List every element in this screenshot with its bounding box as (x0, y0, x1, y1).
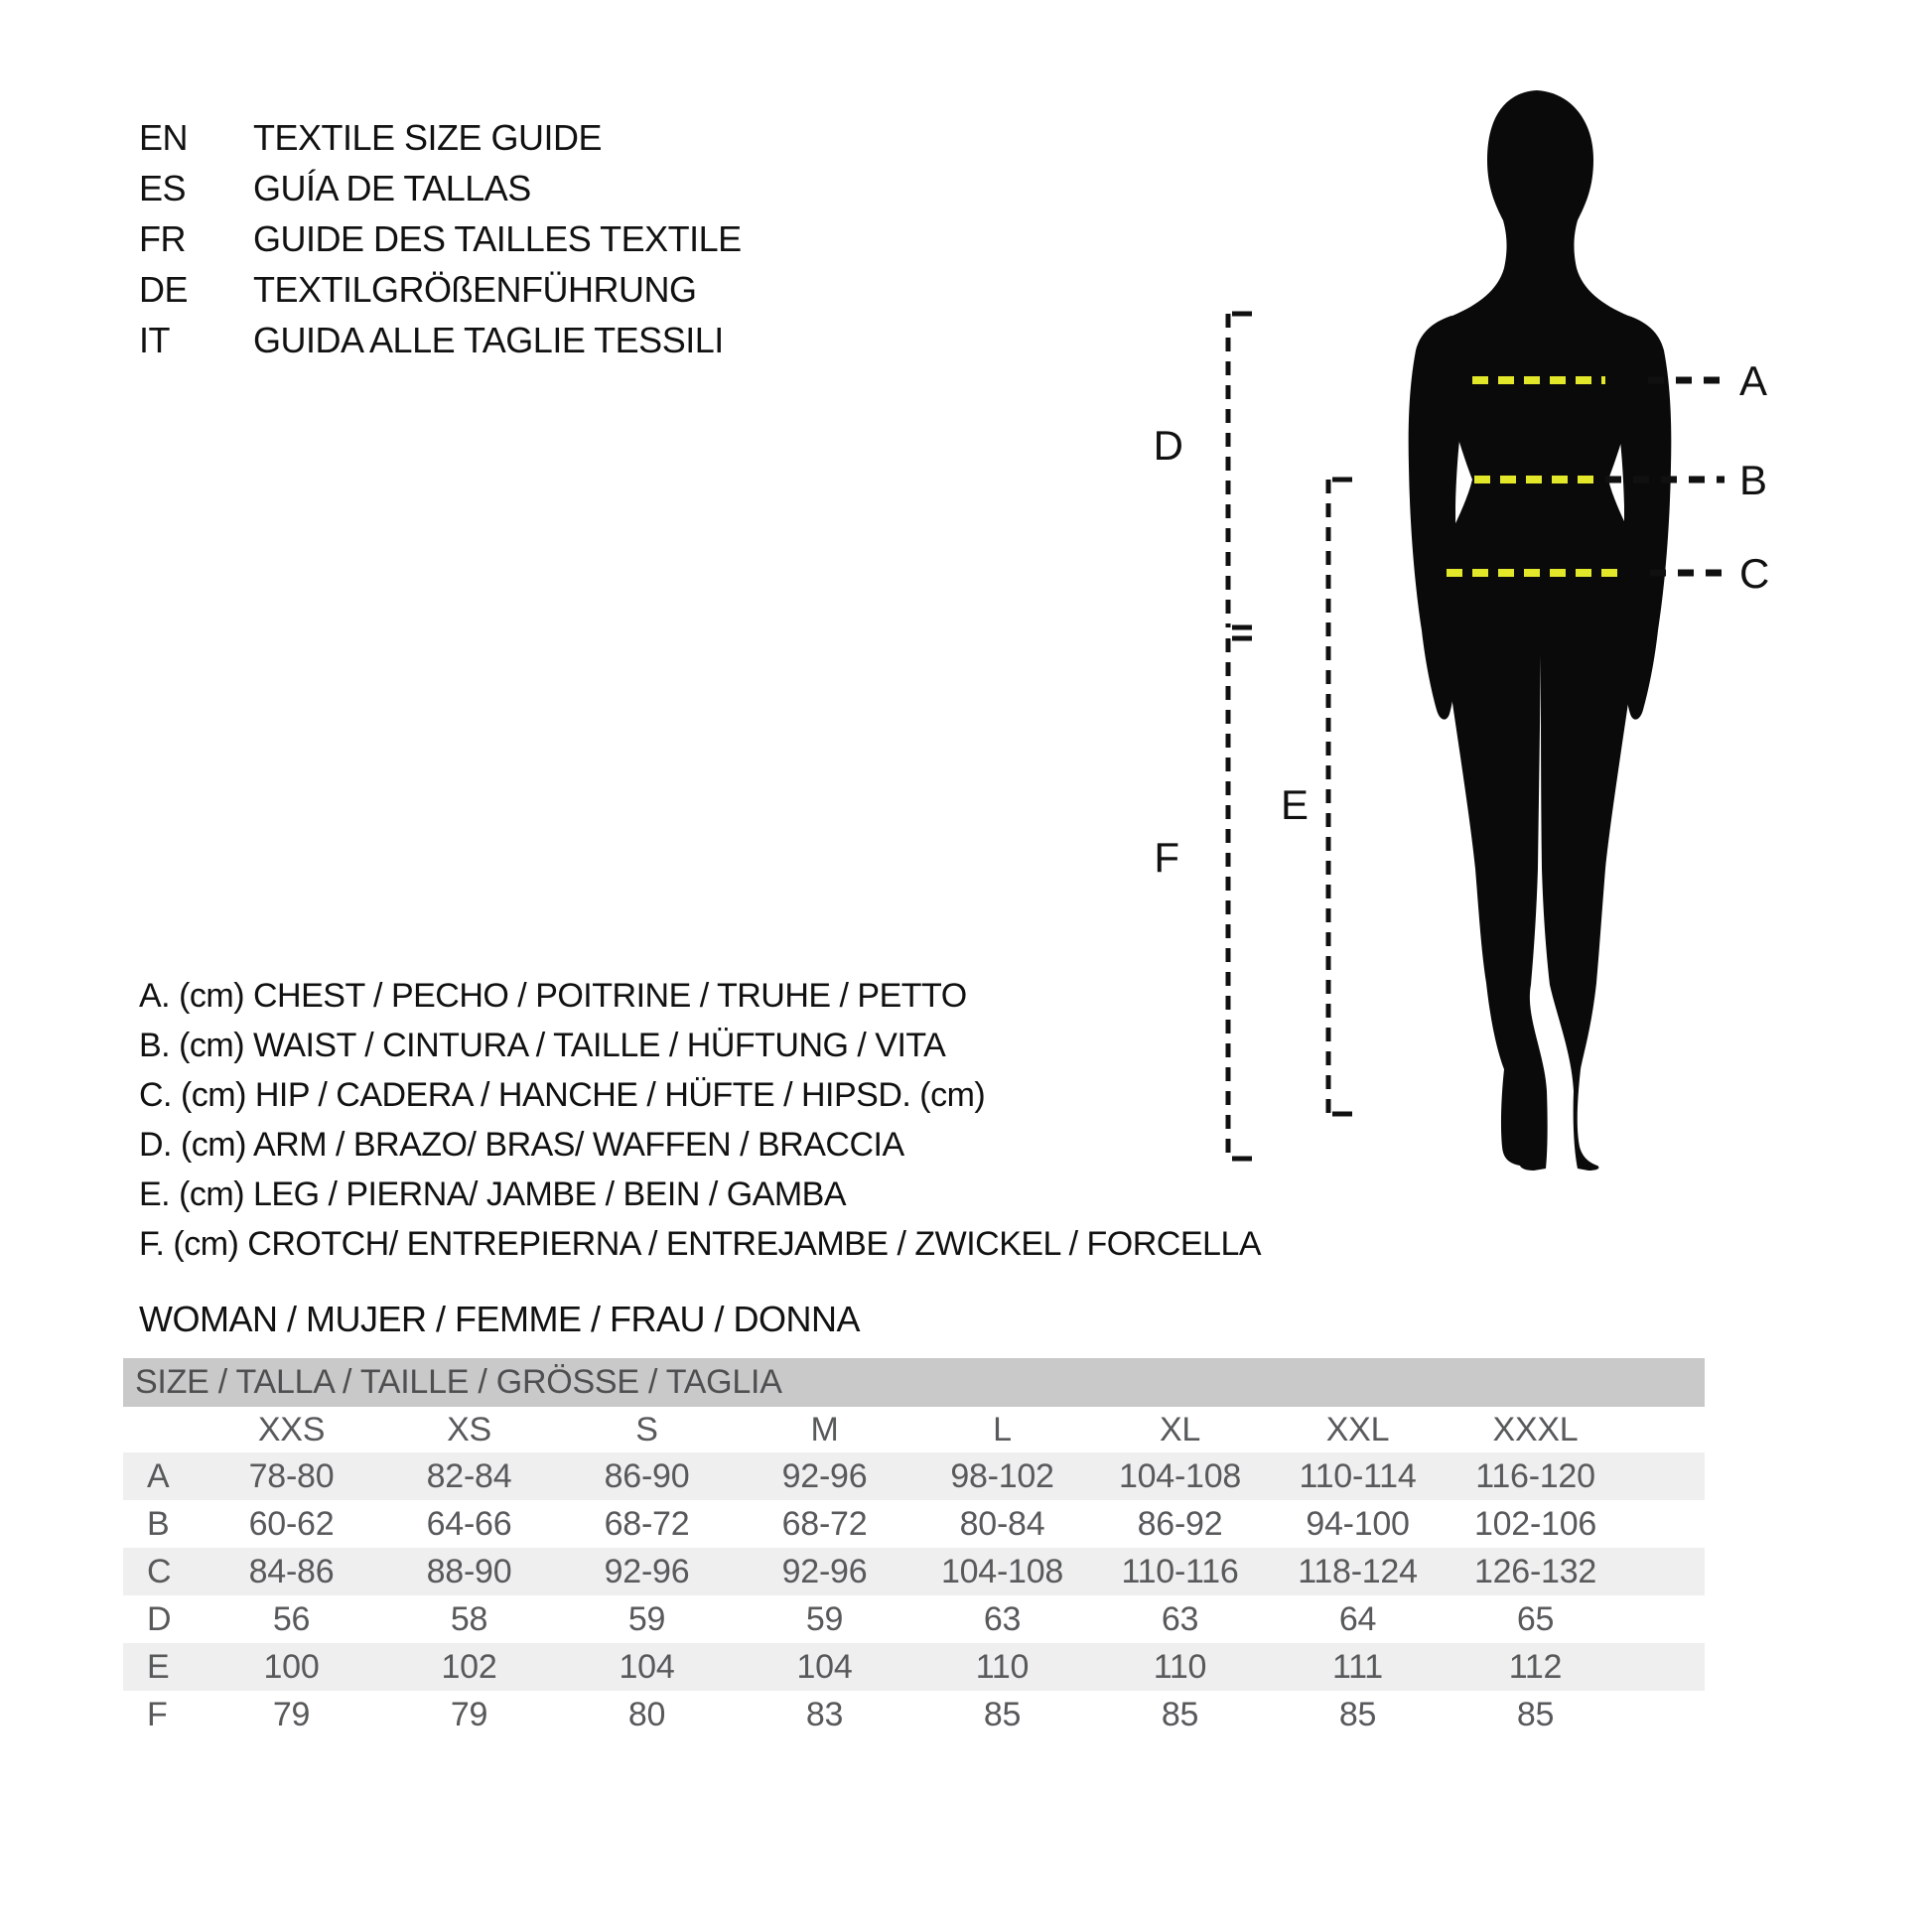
measurement-cell: 64 (1338, 1599, 1377, 1638)
measurement-cell: 59 (805, 1599, 844, 1638)
size-column-header: S (635, 1410, 658, 1448)
measurement-cell: 104 (619, 1647, 675, 1686)
measurement-cell: 68-72 (604, 1504, 690, 1543)
size-table-header: SIZE / TALLA / TAILLE / GRÖSSE / TAGLIA (123, 1358, 1705, 1407)
measurement-cell: 86-90 (604, 1456, 690, 1495)
measurement-cell: 65 (1516, 1599, 1555, 1638)
label-hip-c: C (1739, 550, 1770, 597)
measurement-cell: 84-86 (248, 1552, 335, 1590)
measurement-cell: 94-100 (1306, 1504, 1410, 1543)
measurement-cell: 102-106 (1473, 1504, 1597, 1543)
title-line-it (139, 320, 742, 370)
measurement-cell: 100 (263, 1647, 320, 1686)
legend-item-leg: E. (cm) LEG / PIERNA/ JAMBE / BEIN / GAMBA (139, 1175, 847, 1213)
measurement-cell: 85 (1516, 1695, 1555, 1733)
measurement-cell: 126-132 (1473, 1552, 1597, 1590)
measurement-cell: 79 (272, 1695, 311, 1733)
row-label: A (147, 1456, 170, 1495)
measurement-cell: 104-108 (940, 1552, 1064, 1590)
label-leg-e: E (1280, 781, 1309, 828)
guide-title: TEXTILE SIZE GUIDE (253, 117, 603, 158)
measurement-cell: 110 (1153, 1647, 1207, 1686)
measurement-cell: 68-72 (781, 1504, 868, 1543)
measurement-cell: 88-90 (426, 1552, 512, 1590)
measurement-cell: 92-96 (604, 1552, 690, 1590)
language-code: EN (139, 117, 189, 158)
measurement-cell: 80 (627, 1695, 666, 1733)
label-waist-b: B (1739, 457, 1768, 503)
table-row (123, 1643, 1705, 1691)
title-line-de (139, 269, 742, 320)
title-line-fr (139, 218, 742, 269)
title-line-en (139, 117, 742, 168)
guide-title: GUIDA ALLE TAGLIE TESSILI (253, 320, 724, 360)
measurement-cell: 78-80 (248, 1456, 335, 1495)
guide-title: TEXTILGRÖßENFÜHRUNG (253, 269, 697, 310)
row-label: B (147, 1504, 170, 1543)
measurement-cell: 111 (1332, 1647, 1383, 1686)
legend-item-waist: B. (cm) WAIST / CINTURA / TAILLE / HÜFTUNG / VITA (139, 1027, 946, 1064)
legend-item-hip: C. (cm) HIP / CADERA / HANCHE / HÜFTE / HIPSD. (cm) (139, 1076, 986, 1114)
measurement-cell: 63 (983, 1599, 1022, 1638)
label-crotch-f: F (1154, 834, 1179, 881)
measurement-cell: 86-92 (1137, 1504, 1223, 1543)
measurement-cell: 80-84 (959, 1504, 1045, 1543)
measurement-cell: 79 (450, 1695, 488, 1733)
legend-item-crotch: F. (cm) CROTCH/ ENTREPIERNA / ENTREJAMBE / ZWICKEL / FORCELLA (139, 1225, 1262, 1263)
size-column-header: XXL (1325, 1410, 1390, 1448)
measurement-cell: 82-84 (426, 1456, 512, 1495)
guide-title: GUIDE DES TAILLES TEXTILE (253, 218, 742, 259)
table-row (123, 1595, 1705, 1643)
legend-item-chest: A. (cm) CHEST / PECHO / POITRINE / TRUHE / PETTO (139, 977, 967, 1015)
measurement-cell: 110-114 (1299, 1456, 1417, 1495)
measurement-cell: 85 (1338, 1695, 1377, 1733)
measurement-cell: 64-66 (426, 1504, 512, 1543)
measurement-cell: 85 (1161, 1695, 1199, 1733)
measurement-cell: 116-120 (1475, 1456, 1595, 1495)
language-title-block (139, 117, 742, 370)
measurement-cell: 92-96 (781, 1456, 868, 1495)
measurement-legend (139, 977, 1261, 1275)
row-label: E (147, 1647, 170, 1686)
measurement-cell: 98-102 (950, 1456, 1054, 1495)
gender-heading: WOMAN / MUJER / FEMME / FRAU / DONNA (139, 1299, 860, 1339)
size-column-header: L (993, 1410, 1012, 1448)
label-chest-a: A (1739, 357, 1768, 404)
measurement-cell: 56 (272, 1599, 311, 1638)
table-row (123, 1452, 1705, 1500)
measurement-cell: 59 (627, 1599, 666, 1638)
measurement-cell: 110-116 (1121, 1552, 1239, 1590)
table-row (123, 1691, 1705, 1738)
guide-title: GUÍA DE TALLAS (253, 168, 531, 208)
size-column-header: XXS (257, 1410, 326, 1448)
measurement-cell: 83 (805, 1695, 844, 1733)
measurement-cell: 104 (796, 1647, 853, 1686)
size-table-body (123, 1452, 1705, 1738)
measurement-cell: 85 (983, 1695, 1022, 1733)
size-column-header: XL (1159, 1410, 1201, 1448)
label-arm-d: D (1153, 422, 1183, 469)
title-line-es (139, 168, 742, 218)
row-label: F (147, 1695, 168, 1733)
measurement-cell: 118-124 (1298, 1552, 1418, 1590)
language-code: ES (139, 168, 187, 208)
measurement-cell: 58 (450, 1599, 488, 1638)
size-column-header: XS (447, 1410, 491, 1448)
size-table (123, 1358, 1705, 1738)
language-code: FR (139, 218, 186, 259)
measurement-cell: 60-62 (248, 1504, 335, 1543)
measurement-cell: 104-108 (1118, 1456, 1242, 1495)
language-code: DE (139, 269, 189, 310)
table-row (123, 1548, 1705, 1595)
size-columns-row (123, 1407, 1705, 1452)
size-column-header: XXXL (1492, 1410, 1579, 1448)
row-label: C (147, 1552, 172, 1590)
measurement-cell: 110 (975, 1647, 1030, 1686)
language-code: IT (139, 320, 170, 360)
legend-item-arm: D. (cm) ARM / BRAZO/ BRAS/ WAFFEN / BRACCIA (139, 1126, 904, 1164)
table-row (123, 1500, 1705, 1548)
measurement-cell: 92-96 (781, 1552, 868, 1590)
measurement-cell: 102 (441, 1647, 497, 1686)
measurement-cell: 63 (1161, 1599, 1199, 1638)
size-column-header: M (810, 1410, 839, 1448)
measurement-cell: 112 (1508, 1647, 1563, 1686)
row-label: D (147, 1599, 172, 1638)
